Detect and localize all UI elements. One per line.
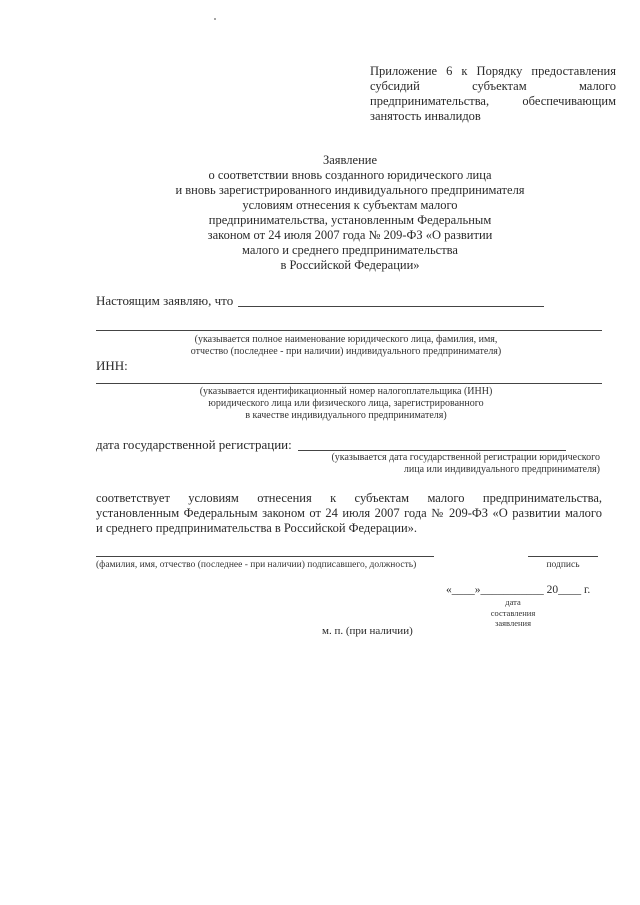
title-line-2: и вновь зарегистрированного индивидуального предпринимателя [175,183,525,197]
conformity-line-1: соответствует условиям отнесения к субъектам малого предпринимательства, [96,491,602,505]
inn-label: ИНН: [96,358,128,373]
document-title [140,153,560,273]
stamp-label: м. п. (при наличии) [322,625,413,637]
declaration-field-line-2[interactable] [96,330,602,331]
title-line-4: предпринимательства, установленным Федеральным [208,213,492,227]
signature-hint: подпись [546,560,580,570]
registration-hint-line-2: лица или индивидуального предпринимателя) [403,464,600,475]
declaration-hint-line-2: отчество (последнее - при наличии) индивидуального предпринимателя) [190,346,502,357]
appendix-line-3: предпринимательства, обеспечивающим [370,94,616,108]
signatory-hint: (фамилия, имя, отчество (последнее - при наличии) подписавшего, должность) [96,560,417,570]
appendix-line-4: занятость инвалидов [370,109,481,123]
date-field[interactable]: «____»___________ 20____ г. [446,584,591,596]
inn-hint-line-3: в качестве индивидуального предпринимателя) [245,410,447,421]
registration-field-line[interactable] [298,450,566,451]
registration-label: дата государственной регистрации: [96,437,292,452]
title-line-3: условиям отнесения к субъектам малого [242,198,458,212]
signature-field-line[interactable] [528,556,598,557]
inn-hint-line-1: (указывается идентификационный номер налогоплательщика (ИНН) [199,386,493,397]
date-hint-line-1: дата [505,597,521,607]
registration-hint [300,452,600,476]
scan-speck [214,18,216,20]
date-hint-line-2: составления [490,607,536,618]
title-line-1: о соответствии вновь созданного юридического лица [208,168,492,182]
title-line-6: малого и среднего предпринимательства [242,243,458,257]
declaration-label: Настоящим заявляю, что [96,293,234,308]
appendix-line-1: Приложение 6 к Порядку предоставления [370,64,616,78]
title-heading: Заявление [322,153,377,167]
inn-hint-line-2: юридического лица или физического лица, зарегистрированного [208,398,484,409]
date-hint-line-3: заявления [495,618,531,628]
title-line-5: законом от 24 июля 2007 года № 209-ФЗ «О развитии [207,228,493,242]
appendix-note [370,64,616,124]
signatory-field-line[interactable] [96,556,434,557]
conformity-line-3: и среднего предпринимательства в Российской Федерации». [96,521,418,535]
conformity-statement [96,491,602,536]
declaration-hint-line-1: (указывается полное наименование юридического лица, фамилия, имя, [194,334,498,345]
declaration-field-line-1[interactable] [238,306,544,307]
inn-field-line[interactable] [96,383,602,384]
declaration-hint [150,334,542,358]
conformity-line-2: установленным Федеральным законом от 24 июля 2007 года № 209-ФЗ «О развитии малого [96,506,602,520]
inn-hint [150,386,542,422]
date-hint [470,597,556,629]
registration-hint-line-1: (указывается дата государственной регистрации юридического [331,452,600,463]
appendix-line-2: субсидий субъектам малого [370,79,616,93]
title-line-7: в Российской Федерации» [280,258,420,272]
